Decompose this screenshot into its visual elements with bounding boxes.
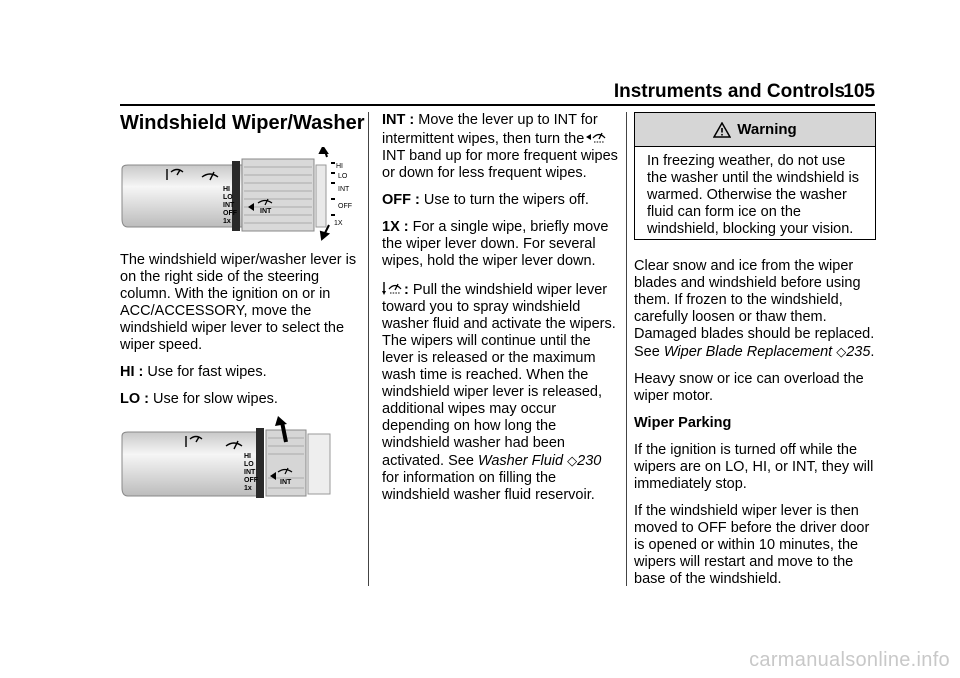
- column-divider: [626, 112, 627, 586]
- off-definition: [382, 192, 618, 209]
- column-3-text: [634, 258, 876, 598]
- warning-icon: [713, 122, 731, 138]
- int-band-icon: [586, 129, 606, 145]
- int-definition: [382, 112, 618, 182]
- washer-definition: [382, 280, 618, 504]
- position-label: LO: [338, 173, 348, 180]
- overload-paragraph: Heavy snow or ice can overload the wiper motor.: [634, 371, 864, 404]
- header-rule: [120, 104, 875, 106]
- hi-term: HI :: [120, 364, 144, 380]
- lever-label: INT: [244, 469, 256, 476]
- washer-fluid-link[interactable]: Washer Fluid: [477, 453, 564, 469]
- lever-label: INT: [223, 202, 235, 209]
- warning-box: [634, 112, 876, 240]
- int-text-b: INT band up for more frequent wipes or down for less frequent wipes.: [382, 148, 618, 181]
- parking-paragraph-2: If the windshield wiper lever is then moved to OFF before the driver door is opened or within 10 minutes, the wipers will restart and move to the base of the windshield.: [634, 503, 870, 587]
- wiper-blade-page: 235: [846, 344, 871, 360]
- washer-text-b: for information on filling the windshield washer fluid reservoir.: [382, 470, 595, 503]
- lever-label: LO: [244, 461, 254, 468]
- snow-paragraph: Clear snow and ice from the wiper blades and windshield before using them. If frozen to the windshield, carefully loosen or thaw them. Damaged blades should be replaced. See Wiper Blade Replacement ◇235.: [634, 258, 875, 360]
- onex-text: For a single wipe, briefly move the wiper lever down. For several wipes, hold the wiper lever down.: [382, 219, 609, 269]
- washer-fluid-page: 230: [577, 453, 602, 469]
- column-divider: [368, 112, 369, 586]
- page-ref-icon: ◇: [836, 344, 847, 359]
- washer-icon: [382, 280, 404, 296]
- lever-label: LO: [223, 194, 233, 201]
- lever-label: HI: [223, 186, 230, 193]
- page-number: 105: [843, 81, 875, 102]
- page-header: [0, 0, 960, 110]
- warning-body: In freezing weather, do not use the washer until the windshield is warmed. Otherwise the washer fluid can form ice on the windshield, blocking your vision.: [647, 153, 859, 237]
- lo-definition: [120, 391, 360, 408]
- page-ref-icon: ◇: [567, 453, 578, 468]
- off-term: OFF :: [382, 192, 420, 208]
- hi-definition: [120, 364, 360, 381]
- off-text: Use to turn the wipers off.: [423, 192, 589, 208]
- lo-text: Use for slow wipes.: [153, 391, 278, 407]
- watermark: carmanualsonline.info: [749, 649, 950, 671]
- onex-term: 1X :: [382, 219, 409, 235]
- header-title: Instruments and Controls: [613, 81, 845, 102]
- column-1-text: [120, 252, 360, 418]
- hi-text: Use for fast wipes.: [147, 364, 267, 380]
- onex-definition: [382, 219, 618, 270]
- column-2-text: [382, 112, 618, 514]
- lever-label: OFF: [244, 477, 258, 484]
- parking-paragraph-1: If the ignition is turned off while the wipers are on LO, HI, or INT, they will immediately stop.: [634, 442, 874, 492]
- wiper-blade-link[interactable]: Wiper Blade Replacement: [663, 344, 833, 360]
- wiper-lever-figure: [120, 147, 360, 242]
- position-label: OFF: [338, 203, 352, 210]
- wiper-parking-subhead: Wiper Parking: [634, 415, 732, 431]
- lo-term: LO :: [120, 391, 149, 407]
- warning-title: Warning: [737, 121, 797, 138]
- lever-label: 1x: [244, 485, 252, 492]
- int-text-a: Move the lever up to INT for intermittent wipes, then turn the: [382, 112, 598, 147]
- band-label: INT: [260, 208, 272, 215]
- intro-paragraph: The windshield wiper/washer lever is on the right side of the steering column. With the ignition on or in ACC/ACCESSORY, move the windshield wiper lever to select the wiper speed.: [120, 252, 357, 353]
- washer-term: :: [404, 282, 409, 298]
- band-label: INT: [280, 479, 292, 486]
- lever-label: HI: [244, 453, 251, 460]
- snow-text: Clear snow and ice from the wiper blades and windshield before using them. If frozen to the windshield, carefully loosen or thaw them. Damaged blades should be replaced. See: [634, 258, 875, 360]
- int-term: INT :: [382, 112, 415, 128]
- washer-text-a: Pull the windshield wiper lever toward you to spray windshield washer fluid and activate the wipers. The wipers will continue until the lever is released or the maximum wash time is reached. When the windshield wiper lever is released, additional wipes may occur depending on how long the windshield washer had been activated. See: [382, 282, 616, 469]
- wiper-lever-figure-2: [120, 408, 340, 498]
- section-title: Windshield Wiper/Washer: [120, 112, 365, 134]
- position-label: 1X: [334, 220, 343, 227]
- lever-label: OFF: [223, 210, 237, 217]
- warning-header: [635, 113, 875, 147]
- lever-label: 1x: [223, 218, 231, 225]
- position-label: HI: [336, 163, 343, 170]
- position-label: INT: [338, 186, 350, 193]
